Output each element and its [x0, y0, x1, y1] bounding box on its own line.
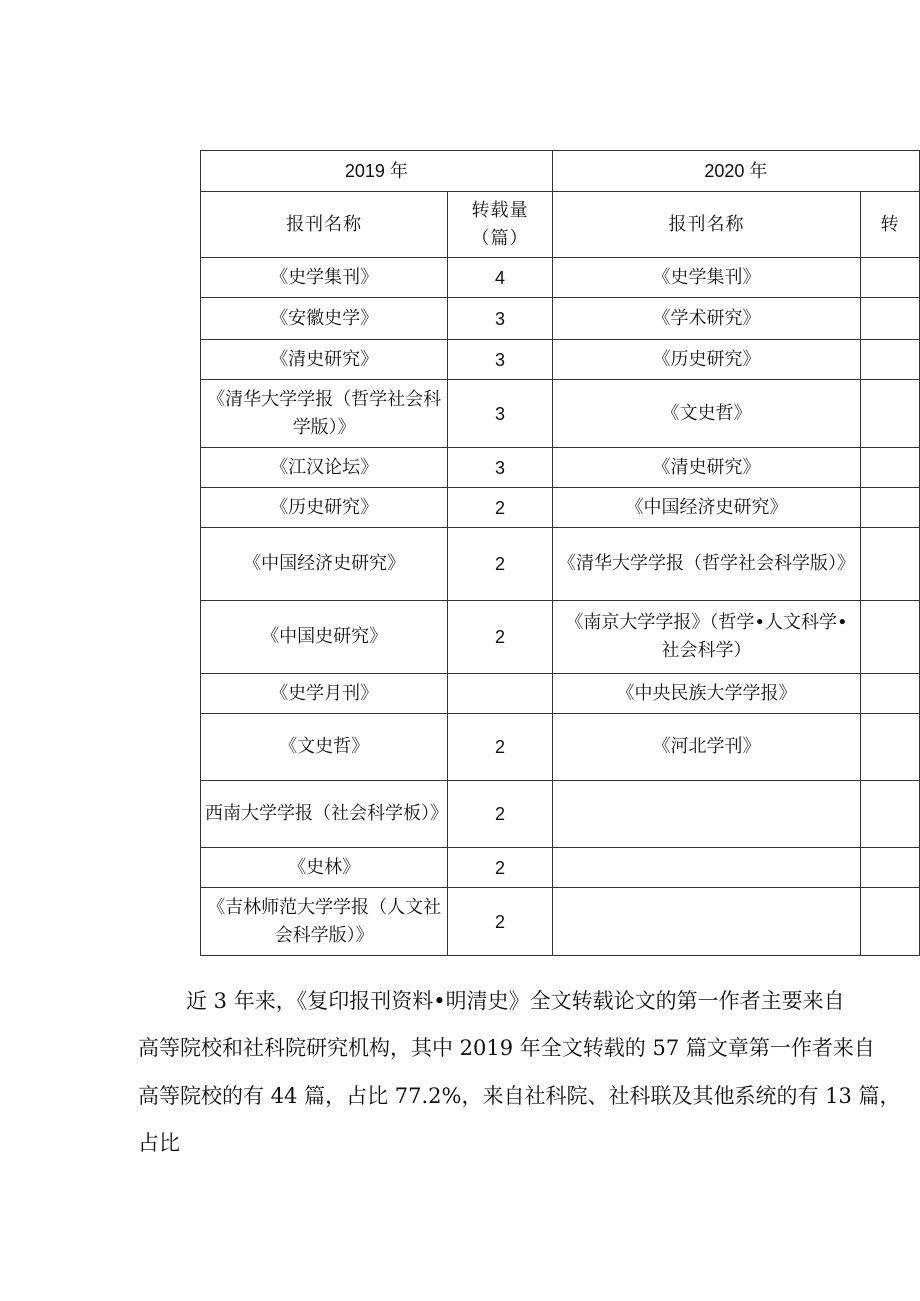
journal-2019: 《中国史研究》 [201, 601, 448, 674]
col-name-2019: 报刊名称 [201, 192, 448, 258]
col-name-2020: 报刊名称 [552, 192, 861, 258]
table-row [201, 258, 920, 298]
table-row [201, 298, 920, 340]
journal-2019: 《清华大学学报（哲学社会科学版）》 [201, 380, 448, 448]
journal-2020: 《历史研究》 [552, 340, 861, 380]
journal-2020 [552, 848, 861, 888]
journal-2019: 西南大学学报（社会科学板）》 [201, 781, 448, 848]
paragraph-line-2: 高等院校和社科院研究机构，其中 2019 年全文转载的 57 篇文章第一作者来自 [138, 1036, 875, 1060]
count-2020 [861, 781, 920, 848]
count-2019: 3 [448, 448, 552, 488]
count-2020 [861, 714, 920, 781]
count-2019: 3 [448, 380, 552, 448]
count-2019: 2 [448, 488, 552, 528]
journal-2020: 《清华大学学报（哲学社会科学版）》 [552, 528, 861, 601]
count-2019: 2 [448, 848, 552, 888]
journal-2020: 《史学集刊》 [552, 258, 861, 298]
table-row [201, 601, 920, 674]
table-row [201, 848, 920, 888]
count-2020 [861, 488, 920, 528]
journal-2019: 《历史研究》 [201, 488, 448, 528]
journal-2019: 《文史哲》 [201, 714, 448, 781]
count-2020 [861, 298, 920, 340]
count-2020 [861, 340, 920, 380]
table-row [201, 781, 920, 848]
count-2019: 4 [448, 258, 552, 298]
count-2019: 2 [448, 601, 552, 674]
journal-reprint-table [200, 150, 920, 956]
table-row [201, 888, 920, 956]
count-2020 [861, 528, 920, 601]
journal-2020: 《河北学刊》 [552, 714, 861, 781]
journal-2020: 《南京大学学报》（哲学•人文科学•社会科学） [552, 601, 861, 674]
count-2020 [861, 601, 920, 674]
journal-2020: 《清史研究》 [552, 448, 861, 488]
count-2019: 2 [448, 528, 552, 601]
journal-2020 [552, 781, 861, 848]
journal-2019: 《史学月刊》 [201, 674, 448, 714]
col-count-2020: 转 [861, 192, 920, 258]
table-row [201, 488, 920, 528]
journal-2020: 《中央民族大学学报》 [552, 674, 861, 714]
column-header-row [201, 192, 920, 258]
journal-2019: 《吉林师范大学学报（人文社会科学版）》 [201, 888, 448, 956]
journal-2019: 《清史研究》 [201, 340, 448, 380]
count-2020 [861, 848, 920, 888]
paragraph-line-1: 近 3 年来，《复印报刊资料•明清史》全文转载论文的第一作者主要来自 [186, 989, 845, 1013]
journal-2020: 《学术研究》 [552, 298, 861, 340]
table-row [201, 528, 920, 601]
col-count-2019: 转载量（篇） [448, 192, 552, 258]
journal-2020: 《中国经济史研究》 [552, 488, 861, 528]
year-header-row [201, 151, 920, 192]
count-2019 [448, 674, 552, 714]
count-2020 [861, 380, 920, 448]
paragraph-line-3: 高等院校的有 44 篇，占比 77.2%，来自社科院、社科联及其他系统的有 13 篇， [138, 1084, 901, 1108]
journal-2019: 《中国经济史研究》 [201, 528, 448, 601]
journal-2019: 《史林》 [201, 848, 448, 888]
journal-2020: 《文史哲》 [552, 380, 861, 448]
journal-2020 [552, 888, 861, 956]
journal-2019: 《史学集刊》 [201, 258, 448, 298]
year-2020-header: 2020 年 [552, 151, 919, 192]
journal-2019: 《安徽史学》 [201, 298, 448, 340]
journal-2019: 《江汉论坛》 [201, 448, 448, 488]
table-row [201, 380, 920, 448]
paragraph-line-4: 占比 [138, 1131, 180, 1155]
table-row [201, 448, 920, 488]
count-2019: 2 [448, 781, 552, 848]
count-2019: 2 [448, 714, 552, 781]
count-2019: 3 [448, 298, 552, 340]
table-row [201, 714, 920, 781]
count-2019: 3 [448, 340, 552, 380]
count-2020 [861, 674, 920, 714]
count-2020 [861, 888, 920, 956]
count-2019: 2 [448, 888, 552, 956]
count-2020 [861, 258, 920, 298]
table-row [201, 340, 920, 380]
count-2020 [861, 448, 920, 488]
year-2019-header: 2019 年 [201, 151, 553, 192]
table-row [201, 674, 920, 714]
